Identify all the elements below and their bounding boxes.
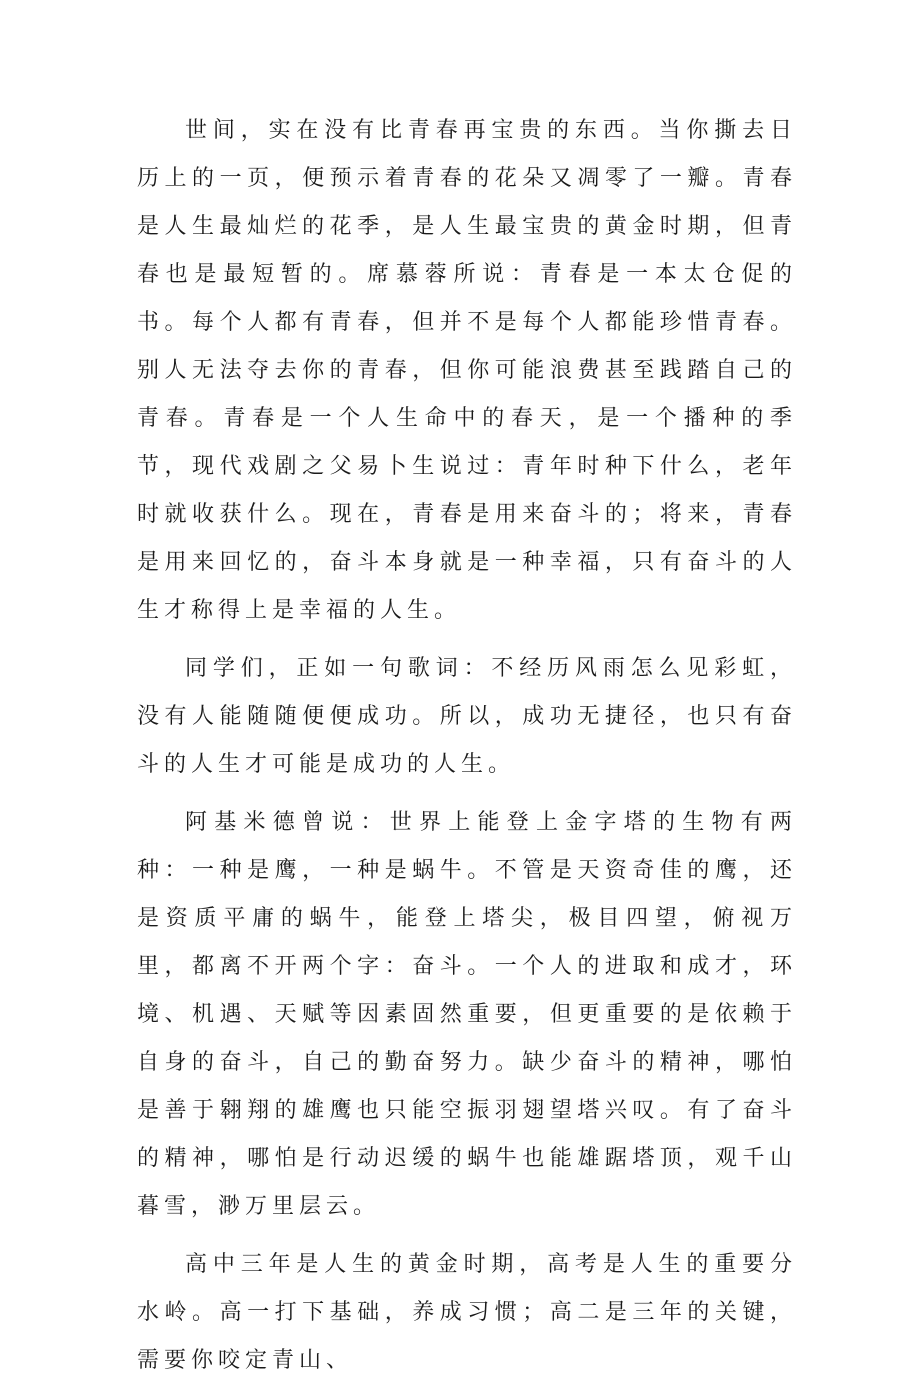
paragraph-archimedes: 阿基米德曾说：世界上能登上金字塔的生物有两种：一种是鹰，一种是蜗牛。不管是天资奇佳的鹰，还是资质平庸的蜗牛，能登上塔尖，极目四望，俯视万里，都离不开两个字：奋斗。一个人的进取和成才，环境、机遇、天赋等因素固然重要，但更重要的是依赖于自身的奋斗，自己的勤奋努力。缺少奋斗的精神，哪怕是善于翱翔的雄鹰也只能空振羽翅望塔兴叹。有了奋斗的精神，哪怕是行动迟缓的蜗牛也能雄踞塔顶，观千山暮雪，渺万里层云。 [137, 810, 797, 1219]
document-body [137, 107, 797, 1385]
paragraph-success: 同学们，正如一句歌词：不经历风雨怎么见彩虹，没有人能随随便便成功。所以，成功无捷径，也只有奋斗的人生才可能是成功的人生。 [137, 656, 797, 777]
paragraph-youth: 世间，实在没有比青春再宝贵的东西。当你撕去日历上的一页，便预示着青春的花朵又凋零了一瓣。青春是人生最灿烂的花季，是人生最宝贵的黄金时期，但青春也是最短暂的。席慕蓉所说：青春是一本太仓促的书。每个人都有青春，但并不是每个人都能珍惜青春。别人无法夺去你的青春，但你可能浪费甚至践踏自己的青春。青春是一个人生命中的春天，是一个播种的季节，现代戏剧之父易卜生说过：青年时种下什么，老年时就收获什么。现在，青春是用来奋斗的；将来，青春是用来回忆的，奋斗本身就是一种幸福，只有奋斗的人生才称得上是幸福的人生。 [137, 118, 797, 623]
paragraph-high-school: 高中三年是人生的黄金时期，高考是人生的重要分水岭。高一打下基础，养成习惯；高二是三年的关键，需要你咬定青山、 [137, 1252, 797, 1373]
